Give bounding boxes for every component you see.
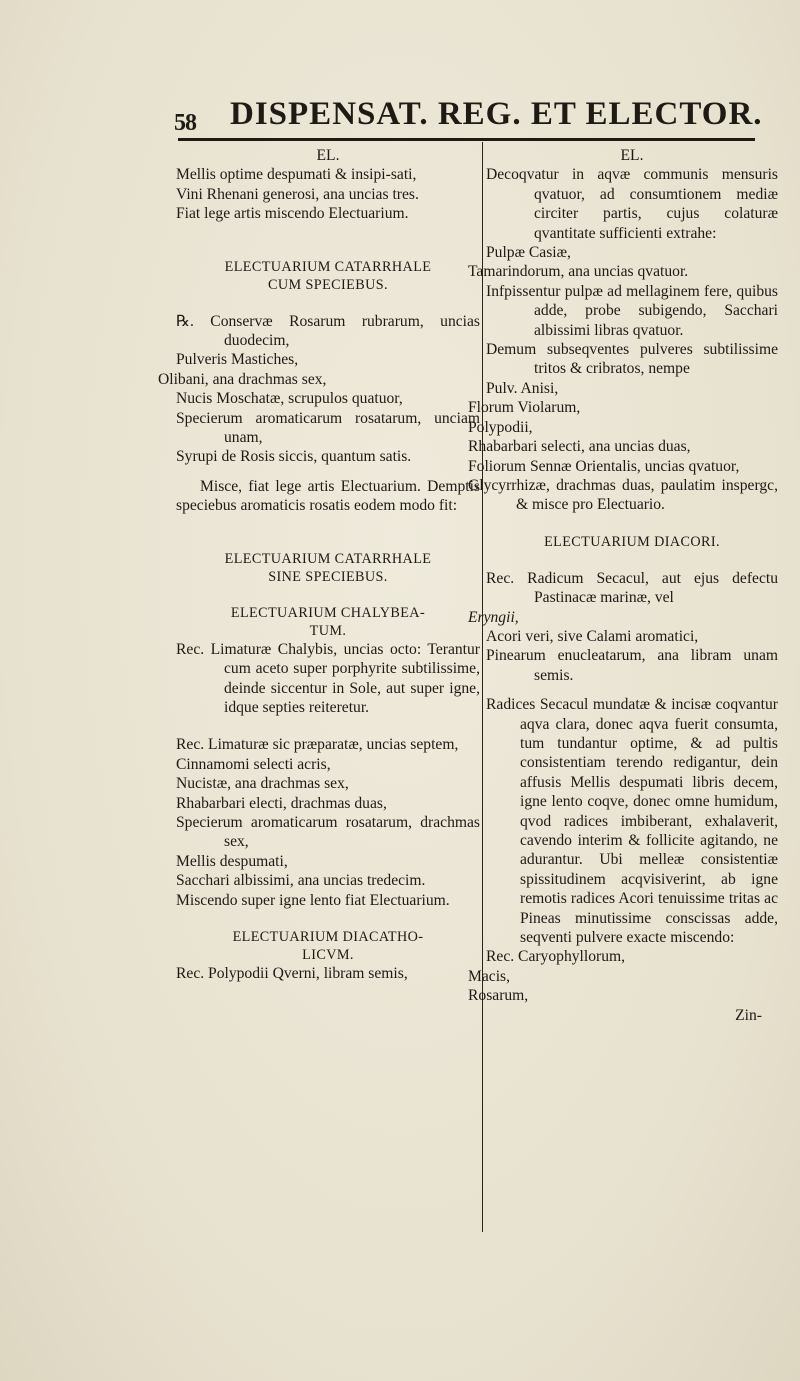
page-number: 58 — [174, 110, 196, 136]
instruction: Misce, fiat lege artis Electuarium. Demptis speciebus aromaticis rosatis eodem modo fit: — [176, 477, 480, 515]
section-subheading: LICVM. — [302, 946, 354, 963]
section-subheading: SINE SPECIEBUS. — [268, 568, 388, 585]
section-heading: ELECTUARIUM DIACATHO- — [232, 928, 424, 945]
recipe-item: Glycyrrhizæ, drachmas duas, paulatim inspergc, & misce pro Electuario. — [468, 476, 778, 514]
recipe-item: Rec. Limaturæ Chalybis, uncias octo: Terantur cum aceto super porphyrite subtilissime, deinde siccentur in Sole, aut super igne, idque septies reiteretur. — [176, 640, 480, 716]
running-title: DISPENSAT. REG. ET ELECTOR. — [230, 96, 763, 132]
column-divider — [482, 142, 483, 1232]
header-rule — [178, 138, 755, 141]
text-paragraph: Demum subseqventes pulveres subtilissime tritos & cribratos, nempe — [486, 341, 778, 378]
recipe-item: Polypodii, — [468, 418, 533, 436]
recipe-item: Pinearum enucleatarum, ana libram unam semis. — [486, 647, 778, 684]
recipe-item: Rhabarbari electi, drachmas duas, — [176, 794, 387, 812]
section-subheading: CUM SPECIEBUS. — [268, 276, 388, 293]
recipe-item: Nucistæ, ana drachmas sex, — [176, 775, 349, 793]
left-column — [158, 146, 480, 983]
recipe-item: Pulveris Mastiches, — [176, 351, 299, 369]
recipe-item: Acori veri, sive Calami aromatici, — [486, 627, 699, 645]
recipe-item: Rhabarbari selecti, ana uncias duas, — [468, 438, 691, 456]
method-paragraph: Radices Secacul mundatæ & incisæ coqvantur aqva clara, donec aqva fuerit consumta, tum tundantur optime, & ad pultis consistentiam terendo redigantur, dein affusis Mellis despumati libris decem, igne lento coqve, donec omne humidum, qvod radices imbiberant, exhalaverit, cavendo interim & follicite agitando, ne adurantur. Ubi melleæ consistentiæ spissitudinem acqvisiverint, ab igne remotis radices Acori tenuissime tritas ac Pineas minutissime conscissas adde, seqventi pulvere exacte miscendo: — [486, 696, 778, 947]
text-line: Fiat lege artis miscendo Electuarium. — [176, 205, 409, 223]
recipe-item: Syrupi de Rosis siccis, quantum satis. — [176, 448, 412, 466]
recipe-item: Rec. Radicum Secacul, aut ejus defectu Pastinacæ marinæ, vel — [486, 569, 778, 607]
recipe-item: Sacchari albissimi, ana uncias tredecim. — [176, 872, 426, 890]
section-subheading: TUM. — [309, 622, 347, 639]
recipe-item: Florum Violarum, — [468, 399, 581, 417]
catchword-right: EL. — [620, 147, 644, 164]
recipe-item: Olibani, ana drachmas sex, — [158, 370, 327, 388]
text-paragraph: Decoqvatur in aqvæ communis mensuris qvatuor, ad consumtionem mediæ circiter partis, cujus colaturæ qvantitate sufficienti extrahe: — [486, 166, 778, 242]
recipe-item: Rec. Caryophyllorum, — [486, 948, 626, 966]
text-paragraph: Infpissentur pulpæ ad mellaginem fere, quibus adde, probe subigendo, Sacchari albissimi libras qvatuor. — [486, 282, 778, 339]
catchword-left: EL. — [316, 147, 340, 164]
section-heading: ELECTUARIUM CATARRHALE — [224, 258, 432, 275]
instruction: Miscendo super igne lento fiat Electuarium. — [176, 891, 450, 909]
recipe-item: Specierum aromaticarum rosatarum, drachmas sex, — [176, 813, 480, 851]
recipe-item: Rec. Limaturæ sic præparatæ, uncias septem, — [176, 736, 459, 754]
recipe-item: Specierum aromaticarum rosatarum, unciam unam, — [176, 409, 480, 447]
text-line: Vini Rhenani generosi, ana uncias tres. — [176, 185, 419, 203]
catchword-bottom: Zin- — [735, 1006, 762, 1024]
recipe-item: Pulpæ Casiæ, — [486, 244, 571, 262]
recipe-item: Rosarum, — [468, 987, 529, 1005]
recipe-item: Eryngii, — [468, 608, 519, 626]
recipe-item: Cinnamomi selecti acris, — [176, 755, 331, 773]
text-line: Mellis optime despumati & insipi-sati, — [176, 166, 417, 184]
recipe-item: Foliorum Sennæ Orientalis, uncias qvatuor, — [468, 457, 740, 475]
right-column — [468, 146, 778, 1025]
recipe-item: Nucis Moschatæ, scrupulos quatuor, — [176, 390, 403, 408]
recipe-item: Pulv. Anisi, — [486, 379, 559, 397]
section-heading: ELECTUARIUM CHALYBEA- — [230, 604, 426, 621]
recipe-item: Tamarindorum, ana uncias qvatuor. — [468, 263, 689, 281]
section-heading: ELECTUARIUM DIACORI. — [544, 533, 720, 550]
recipe-item: Rec. Polypodii Qverni, libram semis, — [176, 964, 408, 982]
recipe-item: ℞. Conservæ Rosarum rubrarum, uncias duodecim, — [176, 312, 480, 350]
running-head — [174, 96, 763, 136]
section-heading: ELECTUARIUM CATARRHALE — [224, 550, 432, 567]
recipe-item: Mellis despumati, — [176, 852, 288, 870]
recipe-item: Macis, — [468, 967, 511, 985]
